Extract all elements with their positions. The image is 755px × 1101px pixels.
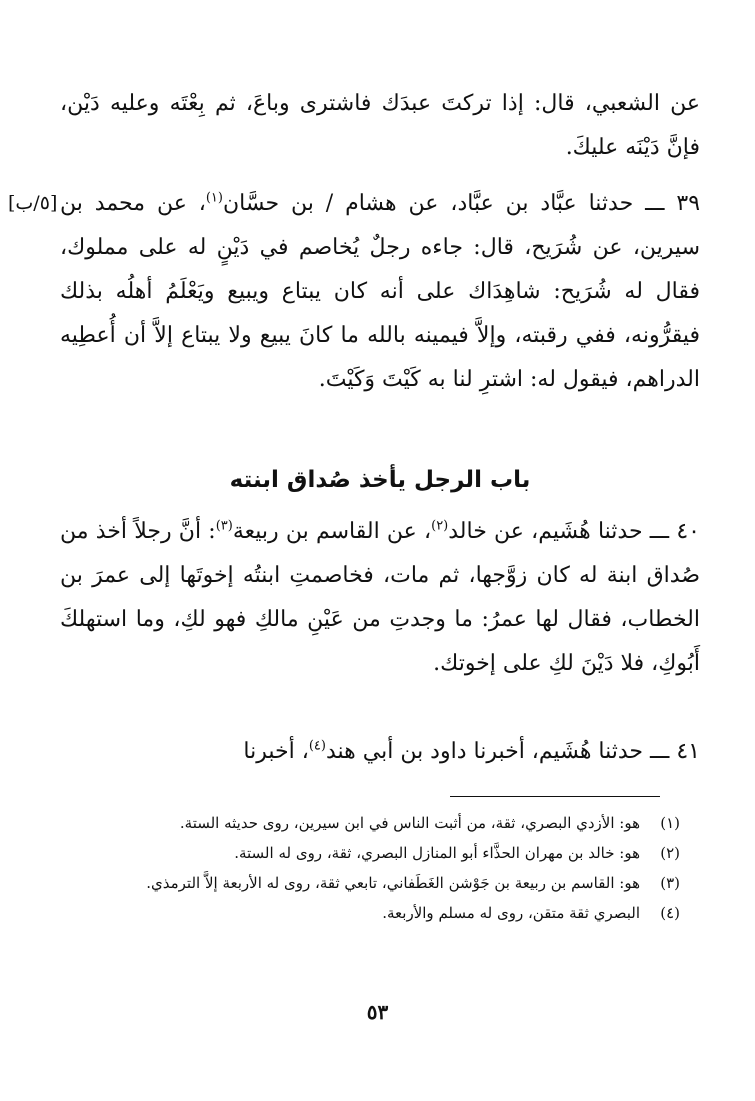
paragraph-38-continuation [60, 82, 700, 170]
footnote-text: هو: الأزدي البصري، ثقة، من أثبت الناس في ابن سيرين، روى حديثه الستة. [179, 814, 640, 832]
paragraph-text: : أنَّ رجلاً أخذ من صُداق ابنة له كان زوَّجها، ثم مات، فخاصمتِ ابنتُه إخوتَها إلى عمرَ بن الخطاب، فقال لها عمرُ: ما وجدتِ من عَيْنِ مالكِ فهو لكِ، وما استهلكَ أَبُوكِ، فلا دَيْنَ لكِ على إخوتك. [60, 519, 700, 676]
footnote [60, 898, 680, 928]
footnote-ref[interactable]: (٢) [431, 518, 449, 534]
section-heading: باب الرجل يأخذ صُداق ابنته [229, 467, 531, 493]
paragraph-text: ـــ حدثنا هُشَيم، عن خالد [448, 519, 670, 544]
footnote-number: (٤) [660, 904, 680, 922]
paragraph-text: ـــ حدثنا عبَّاد بن عبَّاد، عن هشام / بن حسَّان [222, 191, 665, 216]
paragraph-text: ـــ حدثنا هُشَيم، أخبرنا داود بن أبي هند [325, 739, 670, 764]
footnotes [60, 808, 680, 928]
paragraph-text: ، أخبرنا [243, 739, 309, 764]
footnote-ref[interactable]: (٤) [308, 738, 326, 754]
footnote-text: البصري ثقة متقن، روى له مسلم والأربعة. [382, 904, 640, 922]
page-number: ٥٣ [366, 1000, 389, 1024]
footnote-number: (١) [660, 814, 680, 832]
paragraph-text: عن الشعبي، قال: إذا تركتَ عبدَك فاشترى وباعَ، ثم بِعْتَه وعليه دَيْن، فإنَّ دَيْنَه عليكَ. [60, 91, 700, 160]
footnote [60, 868, 680, 898]
paragraph-41 [60, 730, 700, 774]
footnote-text: هو: القاسم بن ربيعة بن جَوْشن الغَطَفاني، تابعي ثقة، روى له الأربعة إلاَّ الترمذي. [146, 874, 640, 892]
footnote [60, 838, 680, 868]
footnote-ref[interactable]: (١) [205, 190, 223, 206]
paragraph-text: ، عن القاسم بن ربيعة [232, 519, 432, 544]
footnote [60, 808, 680, 838]
footnote-text: هو: خالد بن مهران الحذَّاء أبو المنازل البصري، ثقة، روى له الستة. [234, 844, 640, 862]
hadith-number: ٣٩ [676, 191, 701, 216]
hadith-number: ٤٠ [676, 519, 700, 544]
footnote-number: (٣) [660, 874, 680, 892]
paragraph-40 [60, 510, 700, 686]
footnote-ref[interactable]: (٣) [215, 518, 233, 534]
footnote-number: (٢) [660, 844, 680, 862]
hadith-number: ٤١ [676, 739, 700, 764]
margin-folio-note: [٥/ب] [8, 192, 58, 214]
paragraph-39 [60, 182, 700, 402]
footnote-separator [450, 796, 660, 797]
paragraph-text: ، عن محمد بن سيرين، عن شُرَيح، قال: جاءه رجلٌ يُخاصم في دَيْنٍ له على مملوك، فقال له شُرَيح: شاهِدَاك على أنه كان يبتاع ويبيع ويَعْلَمُ أهلُه بذلك فيقرُّونه، ففي رقبته، وإلاَّ فيمينه بالله ما كانَ يبيع ولا يبتاع إلاَّ أن أُعطِيه الدراهم، فيقول له: اشترِ لنا به كَيْتَ وَكَيْتَ. [60, 191, 700, 392]
